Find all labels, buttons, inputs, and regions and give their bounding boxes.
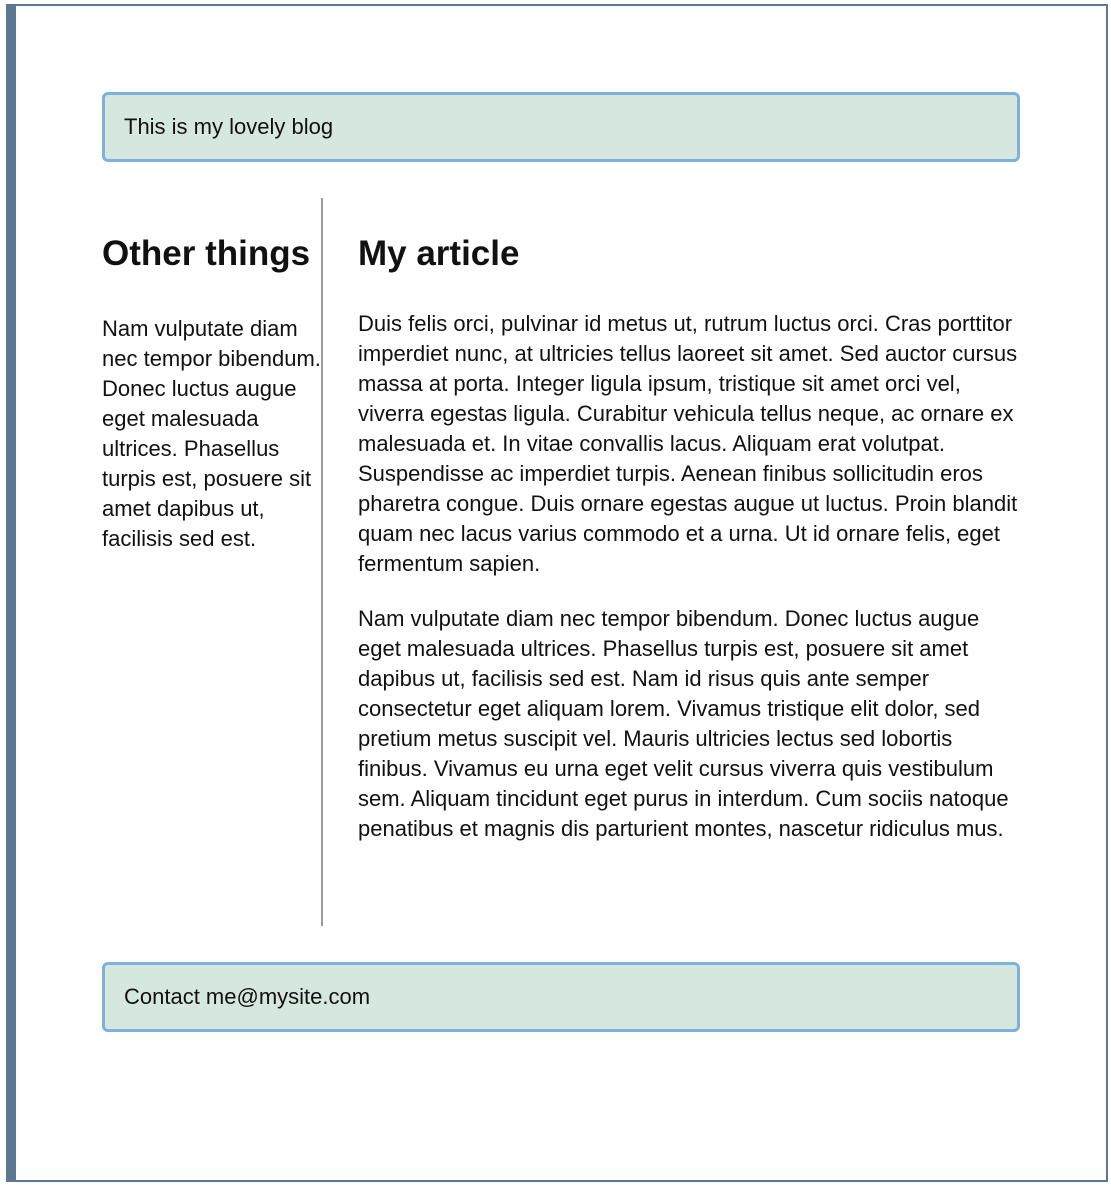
article-paragraph: Nam vulputate diam nec tempor bibendum. Donec luctus augue eget malesuada ultrices. Phasellus turpis est, posuere sit amet dapibus ut, facilisis sed est. Nam id risus quis ante semper consectetur eget aliquam lorem. Vivamus tristique elit dolor, sed pretium metus suscipit vel. Mauris ultricies lectus sed lobortis finibus. Vivamus eu urna eget velit cursus viverra quis vestibulum sem. Aliquam tincidunt eget purus in interdum. Cum sociis natoque penatibus et magnis dis parturient montes, nascetur ridiculus mus. xyxy=(358,606,1009,841)
article xyxy=(358,198,1024,844)
blog-footer xyxy=(102,962,1020,1032)
sidebar xyxy=(102,198,323,926)
footer-contact-text: Contact me@mysite.com xyxy=(124,984,371,1009)
article-title: My article xyxy=(358,234,520,273)
sidebar-body: Nam vulputate diam nec tempor bibendum. Donec luctus augue eget malesuada ultrices. Phasellus turpis est, posuere sit amet dapibus ut, facilisis sed est. xyxy=(102,316,321,551)
blog-header-text: This is my lovely blog xyxy=(124,114,334,139)
blog-header xyxy=(102,92,1020,162)
article-paragraph: Duis felis orci, pulvinar id metus ut, rutrum luctus orci. Cras porttitor imperdiet nunc, at ultricies tellus laoreet sit amet. Sed auctor cursus massa at porta. Integer ligula ipsum, tristique sit amet orci vel, viverra egestas ligula. Curabitur vehicula tellus neque, ac ornare ex malesuada et. In vitae convallis lacus. Aliquam erat volutpat. Suspendisse ac imperdiet turpis. Aenean finibus sollicitudin eros pharetra congue. Duis ornare egestas augue ut luctus. Proin blandit quam nec lacus varius commodo et a urna. Ut id ornare felis, eget fermentum sapien. xyxy=(358,311,1018,576)
sidebar-title: Other things xyxy=(102,234,311,273)
